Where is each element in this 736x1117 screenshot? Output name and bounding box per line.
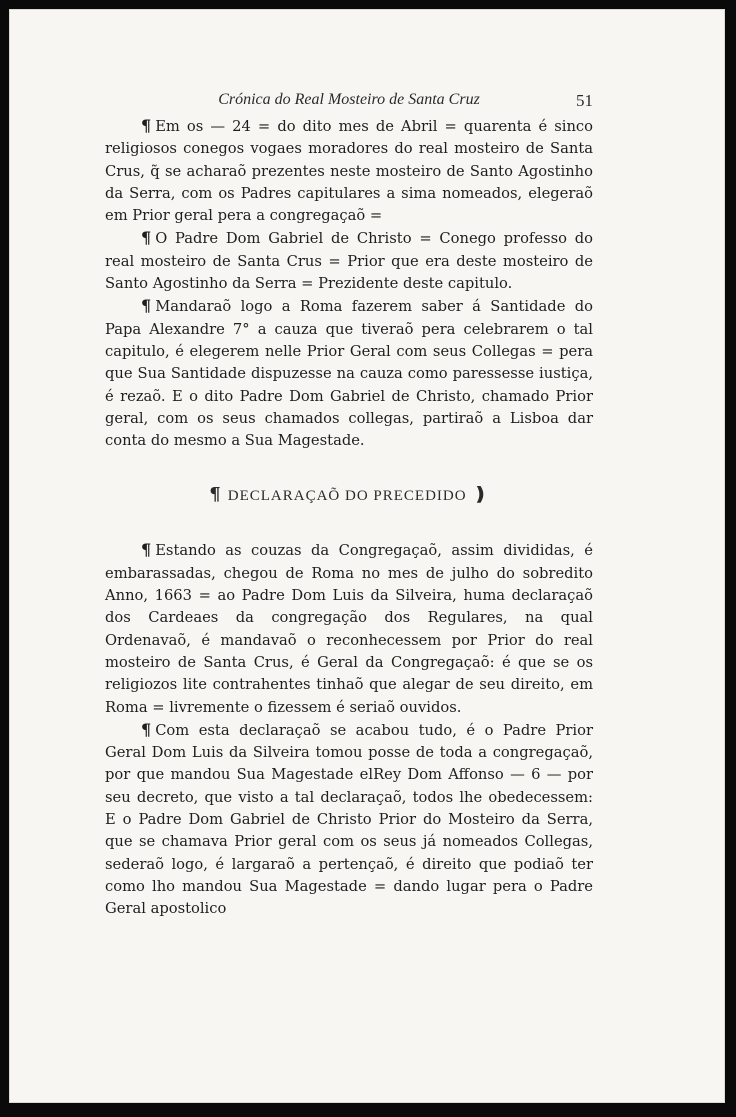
pilcrow-icon: ¶ xyxy=(209,484,222,506)
paragraph-text: Em os — 24 = do dito mes de Abril = quarenta é sinco religiosos conegos vogaes moradores do real mosteiro de Santa Crus, q̃ se acharaõ prezentes neste mosteiro de Santo Agostinho da Serra, com os Padres capitulares a sima nomeados, elegeraõ em Prior geral pera a congregaçaõ = xyxy=(105,118,593,225)
section-heading-text: DECLARAÇAÕ DO PRECEDIDO xyxy=(227,488,467,505)
pilcrow-icon: ¶ xyxy=(141,540,152,560)
scanned-page xyxy=(9,9,725,1103)
paragraph-text: Estando as couzas da Congregaçaõ, assim divididas, é embarassadas, chegou de Roma no mes de julho do sobredito Anno, 1663 = ao Padre Dom Luis da Silveira, huma declaraçaõ dos Cardeaes da congregação dos Regulares, na qual Ordenavaõ, é mandavaõ o reconhecessem por Prior do real mosteiro de Santa Crus, é Geral da Congregaçaõ: é que se os religiozos lite contrahentes tinhaõ que alegar de seu direito, em Roma = livremente o fizessem é seriaõ ouvidos. xyxy=(105,542,593,716)
paragraph-rome-notice xyxy=(105,295,593,452)
paragraph-election xyxy=(105,115,593,227)
pilcrow-icon: ¶ xyxy=(141,719,152,739)
running-head xyxy=(105,87,593,115)
paragraph-text: Mandaraõ logo a Roma fazerem saber á Santidade do Papa Alexandre 7° a cauza que tiveraõ pera celebrarem o tal capitulo, é elegerem nelle Prior Geral com seus Collegas = pera que Sua Santidade dispuzesse na cauza como paressesse iustiça, é rezaõ. E o dito Padre Dom Gabriel de Christo, chamado Prior geral, com os seus chamados collegas, partiraõ a Lisboa dar conta do mesmo a Sua Magestade. xyxy=(105,298,593,450)
page-number: 51 xyxy=(576,91,593,110)
section-heading xyxy=(105,484,593,505)
paragraph-text: Com esta declaraçaõ se acabou tudo, é o Padre Prior Geral Dom Luis da Silveira tomou posse de toda a congregaçaõ, por que mandou Sua Magestade elRey Dom Affonso — 6 — por seu decreto, que visto a tal declaraçaõ, todos lhe obedecessem: E o Padre Dom Gabriel de Christo Prior do Mosteiro da Serra, que se chamava Prior geral com os seus já nomeados Collegas, sederaõ logo, é largaraõ a pertençaõ, é direito que podiaõ ter como lho mandou Sua Magestade = dando lugar pera o Padre Geral apostolico xyxy=(105,721,593,918)
pilcrow-icon: ¶ xyxy=(141,228,152,248)
pilcrow-icon: ¶ xyxy=(141,116,152,135)
text-block xyxy=(105,87,593,921)
paragraph-text: O Padre Dom Gabriel de Christo = Conego professo do real mosteiro de Santa Crus = Prior que era deste mosteiro de Santo Agostinho da Serra = Prezidente deste capitulo. xyxy=(105,230,593,293)
closing-ornament-icon: ❫ xyxy=(472,484,489,506)
pilcrow-icon: ¶ xyxy=(141,296,152,316)
paragraph-elected-prior xyxy=(105,227,593,295)
paragraph-declaration xyxy=(105,539,593,718)
running-head-title: Crónica do Real Mosteiro de Santa Cruz xyxy=(218,91,480,108)
paragraph-conclusion xyxy=(105,719,593,921)
